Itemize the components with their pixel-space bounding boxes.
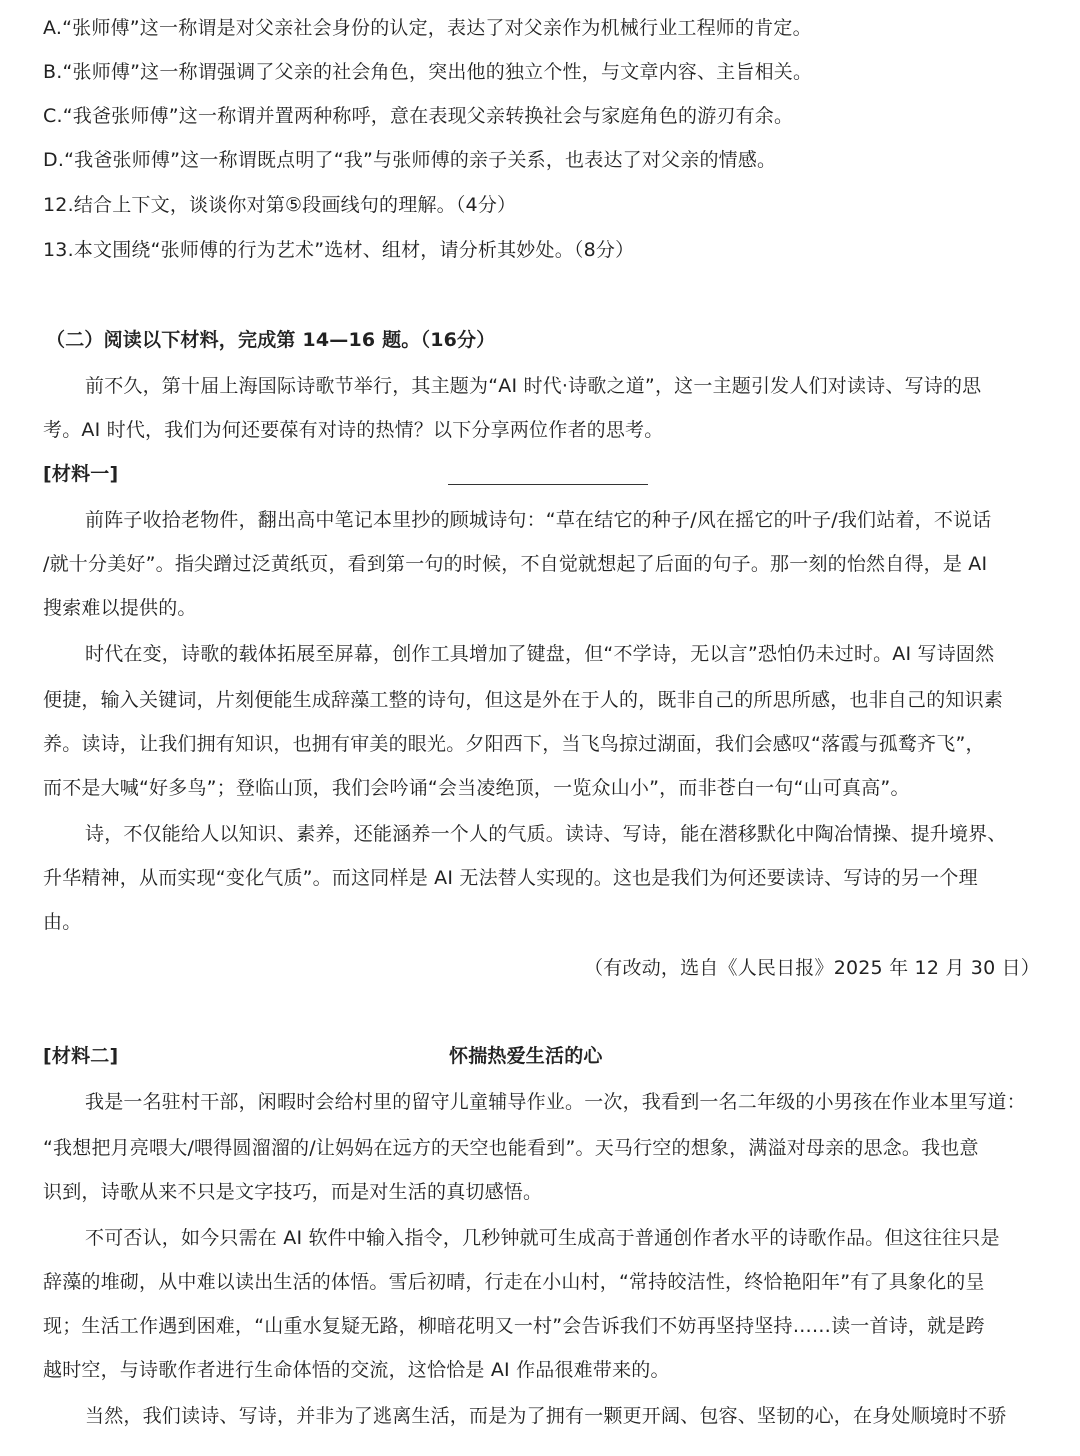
option-b: B.“张师傅”这一称谓强调了父亲的社会角色，突出他的独立个性，与文章内容、主旨相关。 (43, 61, 813, 83)
material2-label: [材料二] (43, 1045, 119, 1067)
material1-line: 前阵子收拾老物件，翻出高中笔记本里抄的顾城诗句：“草在结它的种子/风在摇它的叶子/我们站着，不说话 (85, 509, 992, 531)
question-12: 12.结合上下文，谈谈你对第⑤段画线句的理解。（4分） (43, 194, 517, 216)
material1-source: （有改动，选自《人民日报》2025 年 12 月 30 日） (584, 957, 1040, 979)
option-c: C.“我爸张师傅”这一称谓并置两种称呼，意在表现父亲转换社会与家庭角色的游刃有余。 (43, 105, 794, 127)
material2-title: 怀揣热爱生活的心 (449, 1045, 603, 1067)
intro-line-1: 前不久，第十届上海国际诗歌节举行，其主题为“AI 时代·诗歌之道”，这一主题引发人们对读诗、写诗的思 (85, 375, 982, 397)
title-blank-line (448, 484, 648, 485)
section-heading: （二）阅读以下材料，完成第 14—16 题。（16分） (46, 329, 496, 351)
option-a: A.“张师傅”这一称谓是对父亲社会身份的认定，表达了对父亲作为机械行业工程师的肯定。 (43, 17, 812, 39)
material1-line: 升华精神，从而实现“变化气质”。而这同样是 AI 无法替人实现的。这也是我们为何还要读诗、写诗的另一个理 (43, 867, 978, 889)
material1-label: [材料一] (43, 463, 119, 485)
material1-line: 诗，不仅能给人以知识、素养，还能涵养一个人的气质。读诗、写诗，能在潜移默化中陶冶情操、提升境界、 (85, 823, 1007, 845)
material2-line: 现；生活工作遇到困难，“山重水复疑无路，柳暗花明又一村”会告诉我们不妨再坚持坚持……读一首诗，就是跨 (43, 1315, 985, 1337)
material2-line: 识到，诗歌从来不只是文字技巧，而是对生活的真切感悟。 (43, 1181, 543, 1203)
material1-line: 由。 (43, 911, 82, 933)
material1-line: 便捷，输入关键词，片刻便能生成辞藻工整的诗句，但这是外在于人的，既非自己的所思所感，也非自己的知识素 (43, 689, 1004, 711)
intro-line-2: 考。AI 时代，我们为何还要葆有对诗的热情？以下分享两位作者的思考。 (43, 419, 664, 441)
material1-line: 而不是大喊“好多鸟”；登临山顶，我们会吟诵“会当凌绝顶，一览众山小”，而非苍白一句“山可真高”。 (43, 777, 910, 799)
material1-line: 搜索难以提供的。 (43, 597, 197, 619)
material1-line: /就十分美好”。指尖蹭过泛黄纸页，看到第一句的时候，不自觉就想起了后面的句子。那一刻的怡然自得，是 AI (43, 553, 988, 575)
material2-line: 越时空，与诗歌作者进行生命体悟的交流，这恰恰是 AI 作品很难带来的。 (43, 1359, 670, 1381)
material1-line: 时代在变，诗歌的载体拓展至屏幕，创作工具增加了键盘，但“不学诗，无以言”恐怕仍未过时。AI 写诗固然 (85, 643, 995, 665)
question-13: 13.本文围绕“张师傅的行为艺术”选材、组材，请分析其妙处。（8分） (43, 239, 635, 261)
material2-line: 当然，我们读诗、写诗，并非为了逃离生活，而是为了拥有一颗更开阔、包容、坚韧的心，在身处顺境时不骄 (85, 1405, 1007, 1427)
material2-line: 不可否认，如今只需在 AI 软件中输入指令，几秒钟就可生成高于普通创作者水平的诗歌作品。但这往往只是 (85, 1227, 1000, 1249)
material2-line: “我想把月亮喂大/喂得圆溜溜的/让妈妈在远方的天空也能看到”。天马行空的想象，满溢对母亲的思念。我也意 (43, 1137, 979, 1159)
material2-line: 辞藻的堆砌，从中难以读出生活的体悟。雪后初晴，行走在小山村，“常持皎洁性，终恰艳阳年”有了具象化的呈 (43, 1271, 985, 1293)
material1-line: 养。读诗，让我们拥有知识，也拥有审美的眼光。夕阳西下，当飞鸟掠过湖面，我们会感叹“落霞与孤鹜齐飞”， (43, 733, 985, 755)
option-d: D.“我爸张师傅”这一称谓既点明了“我”与张师傅的亲子关系，也表达了对父亲的情感。 (43, 149, 777, 171)
material2-line: 我是一名驻村干部，闲暇时会给村里的留守儿童辅导作业。一次，我看到一名二年级的小男孩在作业本里写道： (85, 1091, 1026, 1113)
